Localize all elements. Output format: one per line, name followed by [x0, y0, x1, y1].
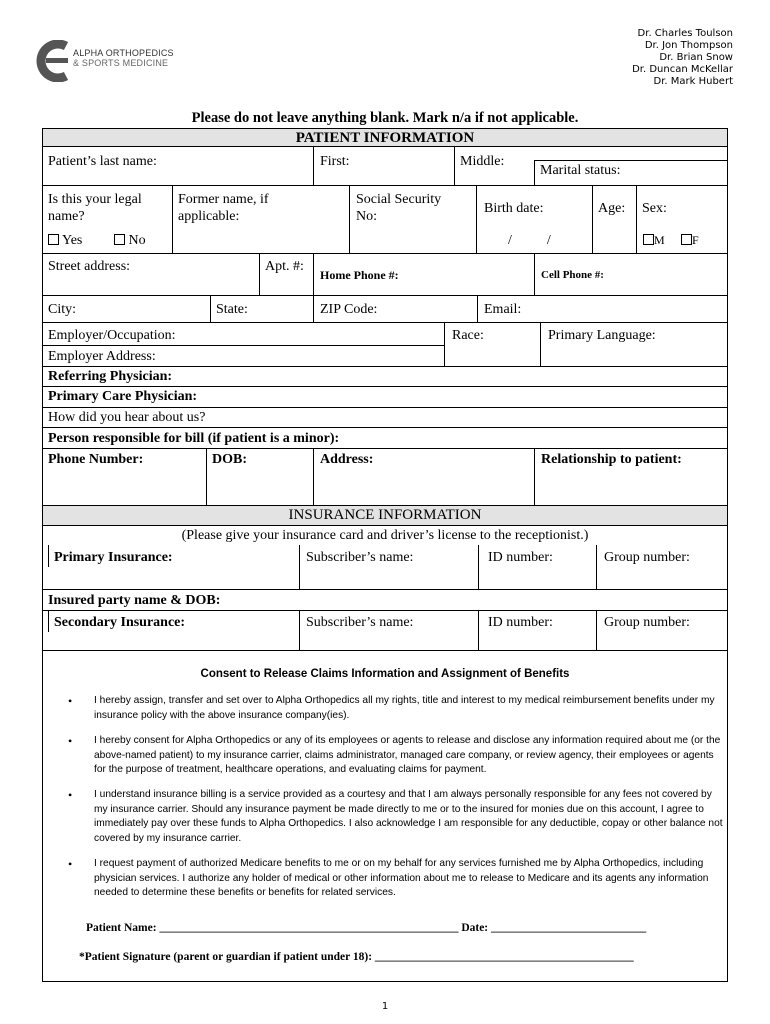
legal-name-label-2: name? [48, 209, 85, 224]
consent-bullet: I hereby assign, transfer and set over to Alpha Orthopedics all my rights, title and interest to my medical reimbursement benefits under my insurance policy with the above insurance company(ies). [94, 695, 715, 721]
birth-date-label: Birth date: [484, 201, 544, 216]
referring-physician-label: Referring Physician: [48, 369, 173, 384]
patient-info-title: PATIENT INFORMATION [295, 130, 475, 146]
responsible-party-label: Person responsible for bill (if patient is a minor): [48, 431, 340, 446]
checkbox-icon[interactable] [643, 234, 654, 245]
email-label: Email: [484, 302, 522, 317]
doctor-name: Dr. Duncan McKellar [632, 64, 733, 75]
sex-m-option[interactable]: M [643, 232, 665, 249]
bullet-icon: • [68, 734, 73, 748]
doctors-list [632, 28, 733, 88]
primary-subscriber-label: Subscriber’s name: [306, 550, 414, 565]
language-label: Primary Language: [548, 328, 656, 343]
page-number: 1 [381, 1001, 389, 1012]
primary-id-label: ID number: [488, 550, 553, 565]
doctor-name: Dr. Charles Toulson [637, 28, 733, 39]
secondary-subscriber-label: Subscriber’s name: [306, 615, 414, 630]
insured-party-label: Insured party name & DOB: [48, 593, 221, 608]
sex-label: Sex: [642, 201, 667, 216]
checkbox-icon[interactable] [681, 234, 692, 245]
zip-label: ZIP Code: [320, 302, 378, 317]
city-label: City: [48, 302, 77, 317]
state-label: State: [216, 302, 248, 317]
doctor-name: Dr. Mark Hubert [653, 76, 733, 87]
employer-label: Employer/Occupation: [48, 328, 176, 343]
last-name-label: Patient’s last name: [48, 154, 157, 169]
street-address-label: Street address: [48, 259, 131, 274]
logo-text: ALPHA ORTHOPEDICS & SPORTS MEDICINE [73, 48, 174, 68]
dob-label: DOB: [212, 452, 247, 467]
bullet-icon: • [68, 694, 73, 708]
secondary-group-label: Group number: [604, 615, 690, 630]
patient-name-date-line[interactable]: Patient Name: ____________________________________________________ Date: ___________________________ [86, 922, 647, 934]
relationship-label: Relationship to patient: [541, 452, 682, 467]
logo-mark [36, 40, 70, 82]
apt-label: Apt. #: [265, 259, 304, 274]
insurance-info-title: INSURANCE INFORMATION [288, 507, 482, 523]
home-phone-label: Home Phone #: [320, 268, 399, 282]
consent-bullet: I understand insurance billing is a service provided as a courtesy and that I am always personally responsible for any fees not covered by my insurance carrier. Should any insurance payment be made directly to me or to the insured for monies due on this account, I agree to immediately pay over these funds to Alpha Orthopedics. I also acknowledge I am responsible for any deductible, copay or other balance not covered by my insurance carrier. [94, 789, 723, 845]
race-label: Race: [452, 328, 484, 343]
legal-yes-option[interactable]: Yes [48, 232, 82, 249]
checkbox-icon[interactable] [114, 234, 125, 245]
age-label: Age: [598, 201, 626, 216]
checkbox-icon[interactable] [48, 234, 59, 245]
marital-status-label: Marital status: [540, 163, 621, 178]
primary-group-label: Group number: [604, 550, 690, 565]
ssn-label-2: No: [356, 209, 377, 224]
secondary-id-label: ID number: [488, 615, 553, 630]
ssn-label: Social Security [356, 192, 442, 207]
address-label: Address: [320, 452, 374, 467]
sex-f-option[interactable]: F [681, 232, 699, 249]
primary-care-label: Primary Care Physician: [48, 389, 198, 404]
doctor-name: Dr. Jon Thompson [644, 40, 733, 51]
middle-name-label: Middle: [460, 154, 505, 169]
consent-bullet: I request payment of authorized Medicare benefits to me or on my behalf for any services furnished me by Alpha Orthopedics, including physician services. I authorize any holder of medical or other information about me to release to Medicare and its agents any information needed to determine these benefits or benefits for related services. [94, 858, 709, 899]
birth-date-slashes: / / [508, 233, 551, 248]
secondary-insurance-label: Secondary Insurance: [54, 615, 186, 630]
former-name-label: Former name, if [178, 192, 269, 207]
employer-address-label: Employer Address: [48, 349, 156, 364]
consent-title: Consent to Release Claims Information and Assignment of Benefits [200, 668, 570, 680]
bullet-icon: • [68, 788, 73, 802]
bullet-icon: • [68, 857, 73, 871]
consent-bullet: I hereby consent for Alpha Orthopedics or any of its employees or agents to release and disclose any information required about me (or the above-named patient) to my insurance carrier, claims administrator, managed care company, or review agency, their employees or agents for the purpose of treatment, healthcare operations, and evaluating claims for payment. [94, 735, 721, 776]
primary-insurance-label: Primary Insurance: [54, 550, 173, 565]
cell-phone-label: Cell Phone #: [541, 269, 604, 281]
doctor-name: Dr. Brian Snow [659, 52, 733, 63]
first-name-label: First: [320, 154, 350, 169]
patient-signature-line[interactable]: *Patient Signature (parent or guardian if patient under 18): _____________________________________________ [79, 951, 634, 963]
insurance-note: (Please give your insurance card and driver’s license to the receptionist.) [181, 528, 589, 543]
legal-no-option[interactable]: No [114, 232, 146, 249]
phone-number-label: Phone Number: [48, 452, 144, 467]
hear-about-label: How did you hear about us? [48, 410, 206, 425]
legal-name-label: Is this your legal [48, 192, 142, 207]
former-name-label-2: applicable: [178, 209, 240, 224]
instruction: Please do not leave anything blank. Mark n/a if not applicable. [191, 110, 579, 126]
